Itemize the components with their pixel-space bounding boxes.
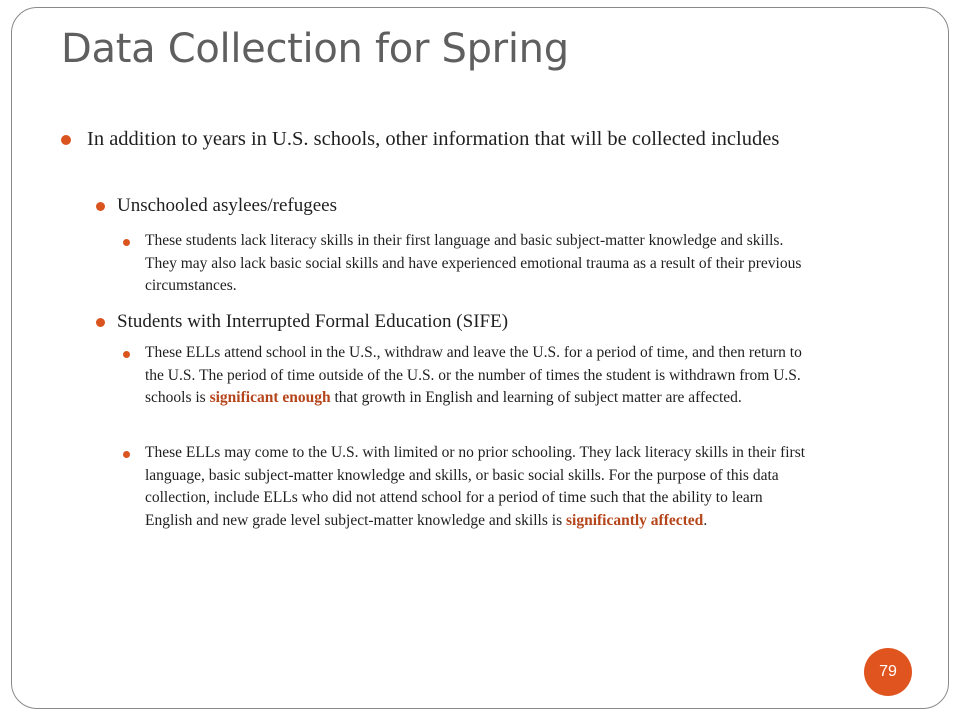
sife-detail-1-end: that growth in English and learning of subject matter are affected. (330, 389, 742, 406)
unschooled-detail (145, 230, 813, 298)
bullet-dot-icon (96, 318, 105, 327)
bullet-main-label: In addition to years in U.S. schools, other information that will be collected includes (87, 128, 780, 150)
bullet-dot-icon (123, 451, 130, 458)
bullet-dot-icon (123, 239, 130, 246)
bullet-dot-icon (96, 202, 105, 211)
sife-detail-2 (145, 442, 813, 532)
subbullet-sife-label: Students with Interrupted Formal Education (SIFE) (117, 311, 509, 332)
subbullet-unschooled-label: Unschooled asylees/refugees (117, 195, 338, 216)
sife-detail-1 (145, 342, 813, 410)
sife-detail-2-end: . (703, 511, 708, 529)
subbullet-sife (117, 309, 817, 335)
sife-detail-2-text: These ELLs may come to the U.S. with limited or no prior schooling. They lack literacy skills in their first language, basic subject-matter knowledge and skills, or basic social skills. For the purpose of this data collection, include ELLs who did not attend school for a period of time such that the ability to learn English and new grade level subject-matter knowledge and skills is (145, 444, 806, 529)
page-number: 79 (879, 663, 897, 680)
sife-detail-2-highlight: significantly affected (565, 511, 704, 529)
page-number-badge (864, 648, 912, 696)
subbullet-unschooled (117, 193, 817, 219)
sife-detail-1-highlight: significant enough (209, 389, 331, 406)
bullet-main-text (87, 125, 817, 154)
bullet-dot-icon (61, 135, 71, 145)
sife-detail-1-text: These ELLs attend school in the U.S., withdraw and leave the U.S. for a period of time, and then return to the U.S. The period of time outside of the U.S. or the number of times the student is withdrawn from U.S. schools is (145, 344, 802, 406)
unschooled-detail-text: These students lack literacy skills in their first language and basic subject-matter knowledge and skills. They may also lack basic social skills and have experienced emotional trauma as a result of their previous circumstances. (145, 232, 802, 294)
slide-title: Data Collection for Spring (61, 26, 569, 72)
bullet-dot-icon (123, 351, 130, 358)
